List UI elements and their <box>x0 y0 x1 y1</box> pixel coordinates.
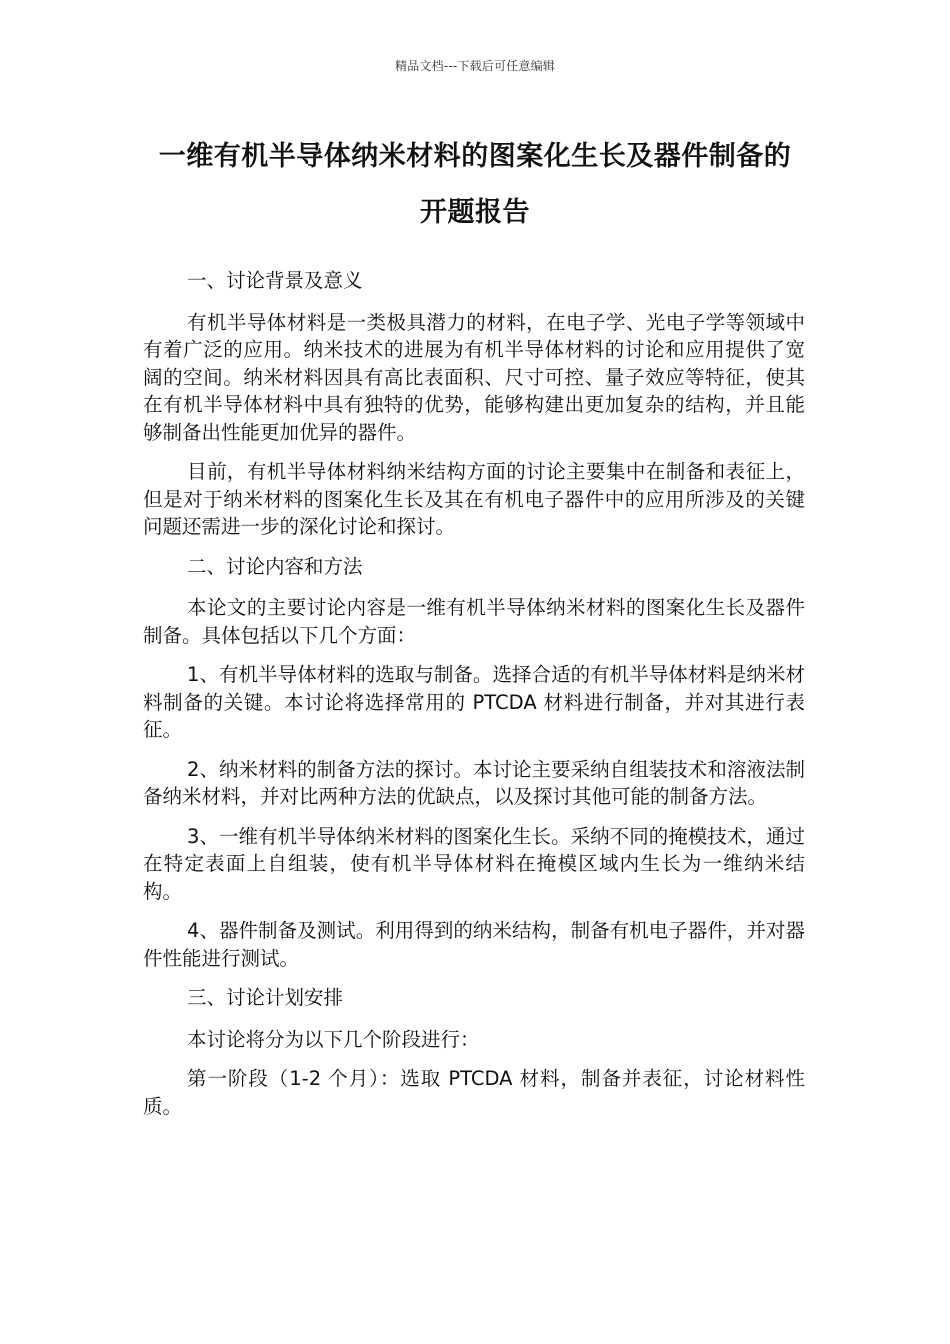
document-body <box>143 267 805 1132</box>
paragraph-content-intro: 本论文的主要讨论内容是一维有机半导体纳米材料的图案化生长及器件制备。具体包括以下几个方面： <box>143 596 805 647</box>
paragraph-item-3: 3、一维有机半导体纳米材料的图案化生长。采纳不同的掩模技术，通过在特定表面上自组装，使有机半导体材料在掩模区域内生长为一维纳米结构。 <box>143 824 805 903</box>
document-title-line-2: 开题报告 <box>420 197 530 228</box>
paragraph-item-1: 1、有机半导体材料的选取与制备。选择合适的有机半导体材料是纳米材料制备的关键。本讨论将选择常用的 PTCDA 材料进行制备，并对其进行表征。 <box>143 663 805 741</box>
section-heading-content-methods: 二、讨论内容和方法 <box>187 554 363 578</box>
paragraph-background-2: 目前，有机半导体材料纳米结构方面的讨论主要集中在制备和表征上，但是对于纳米材料的图案化生长及其在有机电子器件中的应用所涉及的关键问题还需进一步的深化讨论和探讨。 <box>143 460 805 538</box>
paragraph-background-1: 有机半导体材料是一类极具潜力的材料，在电子学、光电子学等领域中有着广泛的应用。纳米技术的进展为有机半导体材料的讨论和应用提供了宽阔的空间。纳米材料因具有高比表面积、尺寸可控、量子效应等特征，使其在有机半导体材料中具有独特的优势，能够构建出更加复杂的结构，并且能够制备出性能更加优异的器件。 <box>143 310 805 444</box>
section-heading-background: 一、讨论背景及意义 <box>187 269 363 292</box>
paragraph-schedule-intro: 本讨论将分为以下几个阶段进行： <box>187 1027 480 1051</box>
paragraph-item-2: 2、纳米材料的制备方法的探讨。本讨论主要采纳自组装技术和溶液法制备纳米材料，并对比两种方法的优缺点，以及探讨其他可能的制备方法。 <box>143 757 805 808</box>
paragraph-item-4: 4、器件制备及测试。利用得到的纳米结构，制备有机电子器件，并对器件性能进行测试。 <box>143 919 805 970</box>
section-heading-schedule: 三、讨论计划安排 <box>187 986 344 1009</box>
document-title-line-1: 一维有机半导体纳米材料的图案化生长及器件制备的 <box>158 141 792 172</box>
header-note: 精品文档---下载后可任意编辑 <box>395 59 555 73</box>
paragraph-schedule-phase-1: 第一阶段（1-2 个月）：选取 PTCDA 材料，制备并表征，讨论材料性质。 <box>143 1067 805 1118</box>
